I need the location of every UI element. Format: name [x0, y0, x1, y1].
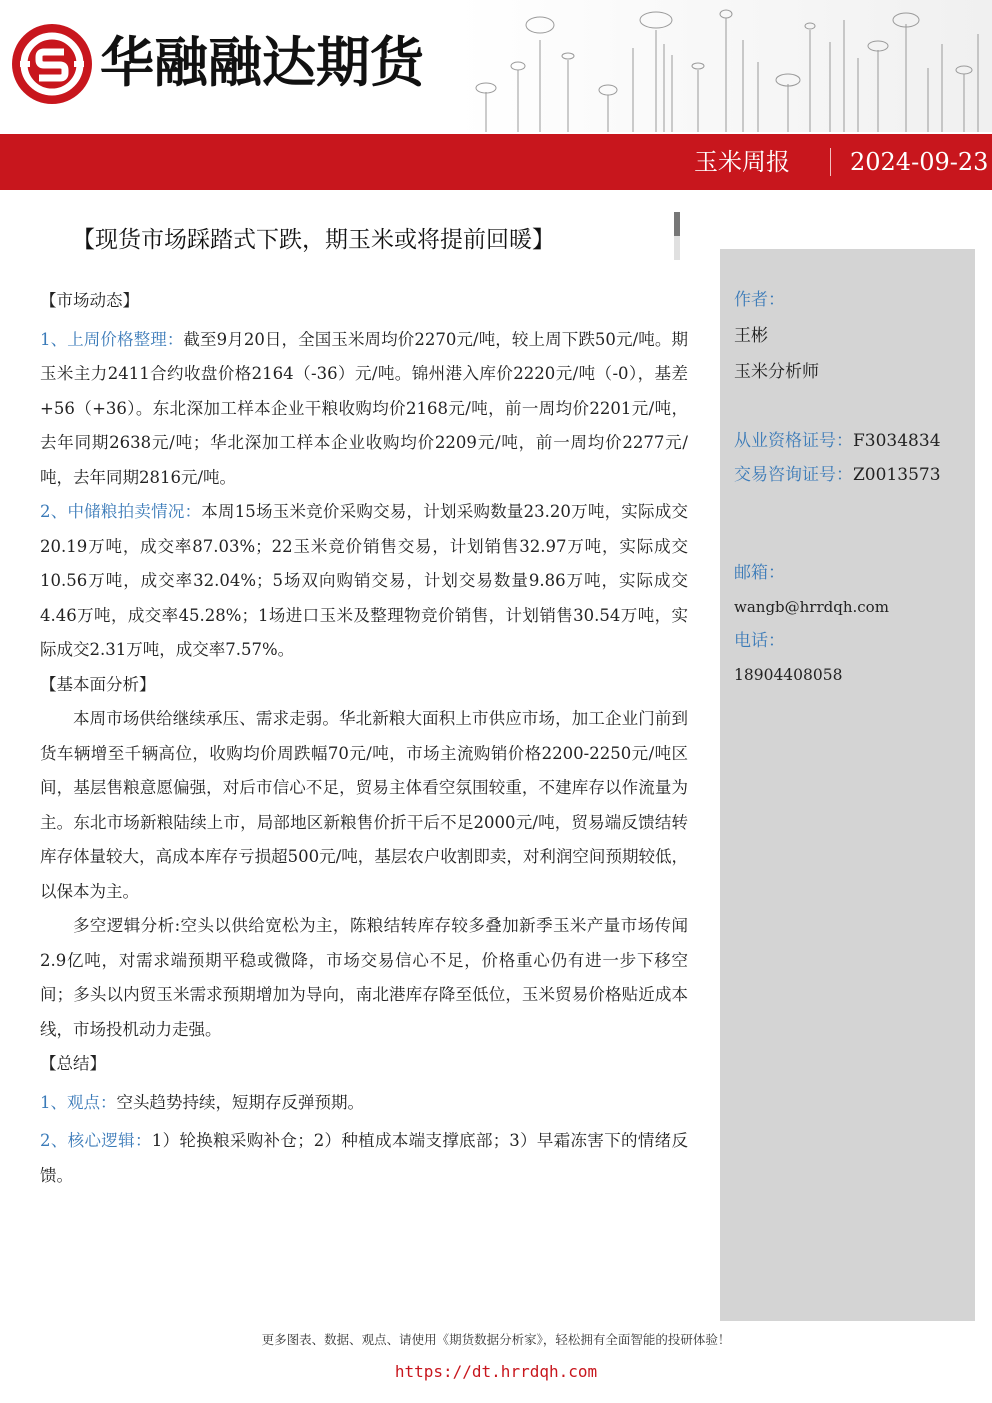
phone-label: 电话： [734, 631, 785, 651]
market-item-2 [40, 495, 688, 668]
section-heading-summary: 【总结】 [40, 1054, 106, 1073]
fundamental-para-1: 本周市场供给继续承压、需求走弱。华北新粮大面积上市供应市场，加工企业门前到货车辆增至千辆高位，收购均价周跌幅70元/吨，市场主流购销价格2200-2250元/吨区间，基层售粮意愿偏强，对后市信心不足，贸易主体看空氛围较重，不建库存以作流量为主。东北市场新粮陆续上市，局部地区新粮售价折干后不足2000元/吨，贸易端反馈结转库存体量较大，高成本库存亏损超500元/吨，基层农户收割即卖，对利润空间预期较低，以保本为主。 [40, 709, 688, 901]
section-heading-market: 【市场动态】 [40, 291, 139, 310]
header-divider [830, 148, 831, 176]
report-type: 玉米周报 [694, 148, 790, 176]
author-title: 玉米分析师 [734, 362, 819, 382]
summary-item-2 [40, 1124, 688, 1193]
summary-item-1-label: 1、观点： [40, 1092, 117, 1112]
market-item-1-text: 截至9月20日，全国玉米周均价2270元/吨，较上周下跌50元/吨。期玉米主力2411合约收盘价格2164（-36）元/吨。锦州港入库价2220元/吨（-0），基差+56（+36）。东北深加工样本企业干粮收购均价2168元/吨，前一周均价2201元/吨，去年同期2638元/吨；华北深加工样本企业收购均价2209元/吨，前一周均价2277元/吨，去年同期2816元/吨。 [40, 329, 688, 487]
consult-number: Z0013573 [853, 465, 941, 485]
market-item-2-text: 本周15场玉米竞价采购交易，计划采购数量23.20万吨，实际成交20.19万吨，成交率87.03%；22玉米竞价销售交易，计划销售32.97万吨，实际成交10.56万吨，成交率32.04%；5场双向购销交易，计划交易数量9.86万吨，实际成交4.46万吨，成交率45.28%；1场进口玉米及整理物竞价销售，计划销售30.54万吨，实际成交2.31万吨，成交率7.57%。 [40, 502, 688, 659]
author-label: 作者： [734, 290, 785, 310]
header-red-bar [0, 134, 992, 190]
report-header [0, 0, 992, 190]
company-name: 华融融达期货 [100, 31, 424, 94]
email-label: 邮箱： [734, 563, 785, 583]
footer-link[interactable]: https://dt.hrrdqh.com [394, 1362, 598, 1381]
consult-line [734, 463, 941, 487]
summary-item-2-text: 1）轮换粮采购补仓；2）种植成本端支撑底部；3）早霜冻害下的情绪反馈。 [40, 1131, 689, 1185]
qualification-number: F3034834 [853, 431, 941, 451]
report-date: 2024-09-23 [850, 148, 989, 176]
qualification-label: 从业资格证号： [734, 431, 853, 451]
header-decoration [458, 0, 992, 132]
company-logo-icon [12, 24, 92, 104]
market-item-1-label: 1、上周价格整理： [40, 329, 184, 349]
footer-note: 更多图表、数据、观点、请使用《期货数据分析家》，轻松拥有全面智能的投研体验！ [261, 1332, 731, 1347]
author-sidebar [720, 249, 975, 1321]
market-item-2-label: 2、中储粮拍卖情况： [40, 502, 202, 521]
consult-label: 交易咨询证号： [734, 465, 853, 485]
summary-item-1-text: 空头趋势持续，短期存反弹预期。 [116, 1092, 364, 1112]
email-link[interactable]: wangb@hrrdqh.com [734, 598, 889, 616]
author-name: 王彬 [734, 326, 768, 346]
market-item-1 [40, 323, 688, 496]
phone-number: 18904408058 [734, 666, 843, 684]
summary-item-1 [40, 1086, 688, 1121]
fundamental-para-2: 多空逻辑分析:空头以供给宽松为主，陈粮结转库存较多叠加新季玉米产量市场传闻2.9亿吨，对需求端预期平稳或微降，市场交易信心不足，价格重心仍有进一步下移空间；多头以内贸玉米需求预期增加为导向，南北港库存降至低位，玉米贸易价格贴近成本线，市场投机动力走强。 [40, 916, 688, 1039]
title-marker [674, 212, 680, 260]
section-heading-fundamental: 【基本面分析】 [40, 674, 156, 694]
summary-item-2-label: 2、核心逻辑： [40, 1131, 152, 1150]
report-body [40, 284, 688, 1193]
report-title: 【现货市场踩踏式下跌，期玉米或将提前回暖】 [72, 227, 555, 253]
qualification-line [734, 429, 941, 453]
